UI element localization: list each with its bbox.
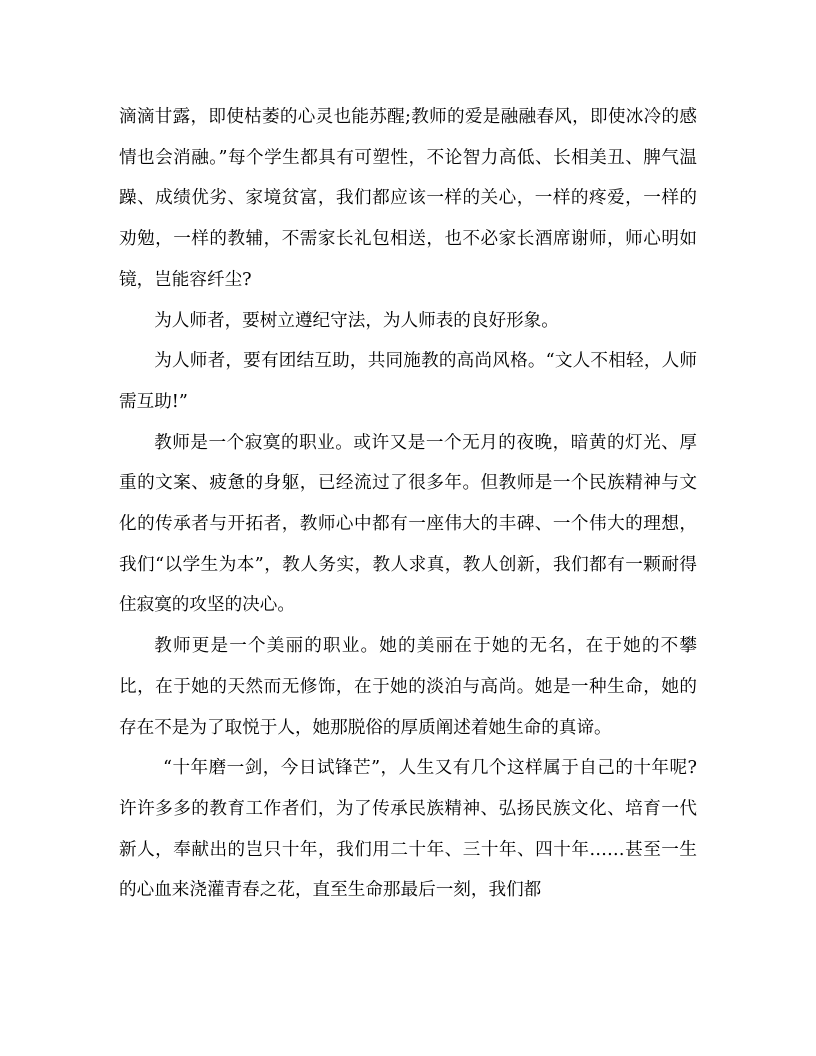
paragraph-mutual-help: 为人师者，要有团结互助，共同施教的高尚风格。“文人不相轻，人师需互助!” [119,351,697,412]
paragraph-continuation: 滴滴甘露，即使枯萎的心灵也能苏醒;教师的爱是融融春风，即使冰冷的感情也会消融。”每个学生都具有可塑性，不论智力高低、长相美丑、脾气温躁、成绩优劣、家境贫富，我们都应该一样的关心，一样的疼爱，一样的劝勉，一样的教辅，不需家长礼包相送，也不必家长酒席谢师，师心明如镜，岂能容纤尘? [119,107,697,290]
paragraph-beautiful-profession: 教师更是一个美丽的职业。她的美丽在于她的无名，在于她的不攀比，在于她的天然而无修饰，在于她的淡泊与高尚。她是一种生命，她的存在不是为了取悦于人，她那脱俗的厚质阐述着她生命的真谛。 [119,636,697,738]
paragraph-law-abiding: 为人师者，要树立遵纪守法，为人师表的良好形象。 [154,310,559,331]
document-body [119,97,697,911]
paragraph-lonely-profession: 教师是一个寂寞的职业。或许又是一个无月的夜晚，暗黄的灯光、厚重的文案、疲惫的身躯，已经流过了很多年。但教师是一个民族精神与文化的传承者与开拓者，教师心中都有一座伟大的丰碑、一个伟大的理想，我们“以学生为本”，教人务实，教人求真，教人创新，我们都有一颗耐得住寂寞的攻坚的决心。 [119,432,697,616]
paragraph-ten-years: “十年磨一剑，今日试锋芒”，人生又有几个这样属于自己的十年呢?许许多多的教育工作者们，为了传承民族精神、弘扬民族文化、培育一代新人，奉献出的岂只十年，我们用二十年、三十年、四十年……甚至一生的心血来浇灌青春之花，直至生命那最后一刻，我们都 [119,758,697,901]
